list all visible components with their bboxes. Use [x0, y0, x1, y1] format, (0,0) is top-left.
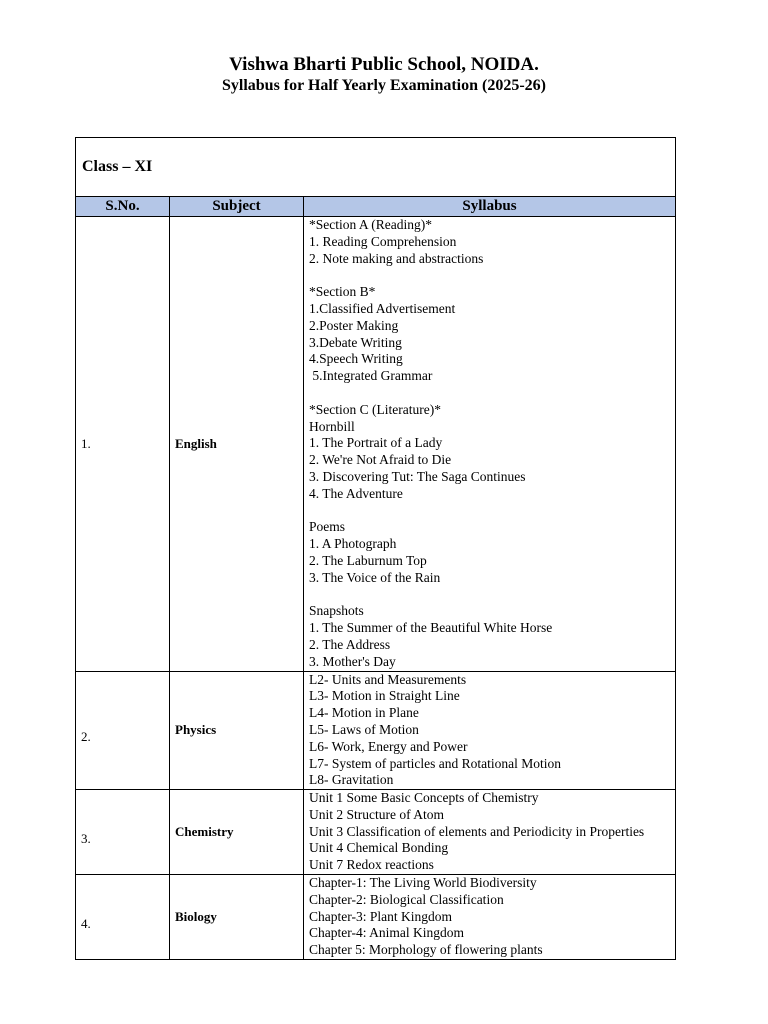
syllabus-line: 2. We're Not Afraid to Die	[309, 452, 452, 468]
row-sno	[76, 790, 170, 875]
syllabus-table	[75, 137, 676, 960]
syllabus-line: 1.Classified Advertisement	[309, 300, 456, 316]
syllabus-line: Unit 7 Redox reactions	[309, 857, 434, 873]
syllabus-line: 2. The Address	[309, 636, 391, 652]
syllabus-line: *Section B*	[309, 284, 376, 300]
syllabus-line	[309, 587, 670, 604]
syllabus-line: 1. The Summer of the Beautiful White Horse	[309, 620, 553, 636]
syllabus-line	[309, 385, 670, 402]
syllabus-line: Unit 3 Classification of elements and Periodicity in Properties	[309, 823, 645, 839]
row-sno-text: 3.	[81, 831, 91, 847]
syllabus-line: L8- Gravitation	[309, 772, 394, 788]
exam-subtitle: Syllabus for Half Yearly Examination (2025-26)	[221, 77, 546, 94]
syllabus-line: Chapter-4: Animal Kingdom	[309, 925, 464, 941]
syllabus-line: 1. The Portrait of a Lady	[309, 435, 443, 451]
column-header-syllabus: Syllabus	[304, 197, 676, 217]
school-title: Vishwa Bharti Public School, NOIDA.	[229, 54, 539, 75]
syllabus-line: Unit 1 Some Basic Concepts of Chemistry	[309, 790, 539, 806]
row-syllabus	[304, 217, 676, 672]
column-header-sno: S.No.	[76, 197, 170, 217]
column-header-subject: Subject	[170, 197, 304, 217]
class-row	[76, 138, 676, 197]
syllabus-line: 3. Mother's Day	[309, 653, 396, 669]
table-row	[76, 217, 676, 672]
syllabus-line: *Section C (Literature)*	[309, 401, 441, 417]
syllabus-line: Unit 2 Structure of Atom	[309, 806, 444, 822]
syllabus-line: L6- Work, Energy and Power	[309, 738, 468, 754]
row-syllabus	[304, 875, 676, 960]
table-row	[76, 671, 676, 790]
syllabus-line: 1. Reading Comprehension	[309, 233, 457, 249]
syllabus-line: Chapter-1: The Living World Biodiversity	[309, 875, 537, 891]
syllabus-line: L7- System of particles and Rotational Motion	[309, 755, 561, 771]
syllabus-line: Unit 4 Chemical Bonding	[309, 840, 449, 856]
syllabus-line: 3. The Voice of the Rain	[309, 569, 441, 585]
row-subject: Physics	[170, 671, 304, 790]
syllabus-line: L2- Units and Measurements	[309, 671, 467, 687]
syllabus-line: L3- Motion in Straight Line	[309, 688, 460, 704]
syllabus-line	[309, 267, 670, 284]
syllabus-table-body	[76, 138, 676, 960]
row-subject: English	[170, 217, 304, 672]
syllabus-line: Snapshots	[309, 603, 364, 619]
syllabus-line: 2. The Laburnum Top	[309, 552, 427, 568]
syllabus-line: 2. Note making and abstractions	[309, 250, 484, 266]
syllabus-line: 1. A Photograph	[309, 536, 397, 552]
row-sno	[76, 875, 170, 960]
row-syllabus	[304, 671, 676, 790]
row-subject: Chemistry	[170, 790, 304, 875]
class-label: Class – XI	[76, 138, 676, 197]
row-sno	[76, 671, 170, 790]
syllabus-line: Poems	[309, 519, 346, 535]
syllabus-line: Chapter-2: Biological Classification	[309, 891, 504, 907]
syllabus-line: Chapter 5: Morphology of flowering plants	[309, 942, 543, 958]
syllabus-line: Chapter-3: Plant Kingdom	[309, 908, 452, 924]
table-row	[76, 790, 676, 875]
row-sno-text: 1.	[81, 435, 91, 451]
syllabus-line: 2.Poster Making	[309, 317, 399, 333]
row-sno-text: 4.	[81, 916, 91, 932]
row-subject: Biology	[170, 875, 304, 960]
syllabus-line: 4. The Adventure	[309, 485, 403, 501]
table-row	[76, 875, 676, 960]
syllabus-line	[309, 503, 670, 520]
syllabus-line: 5.Integrated Grammar	[309, 368, 433, 384]
syllabus-line: 4.Speech Writing	[309, 351, 403, 367]
syllabus-line: L4- Motion in Plane	[309, 705, 419, 721]
row-sno-text: 2.	[81, 729, 91, 745]
header-row	[76, 197, 676, 217]
row-syllabus	[304, 790, 676, 875]
document-header	[0, 54, 768, 95]
syllabus-line: 3. Discovering Tut: The Saga Continues	[309, 468, 526, 484]
syllabus-line: L5- Laws of Motion	[309, 721, 419, 737]
syllabus-line: Hornbill	[309, 418, 355, 434]
syllabus-line: *Section A (Reading)*	[309, 217, 432, 232]
syllabus-line: 3.Debate Writing	[309, 334, 402, 350]
row-sno	[76, 217, 170, 672]
